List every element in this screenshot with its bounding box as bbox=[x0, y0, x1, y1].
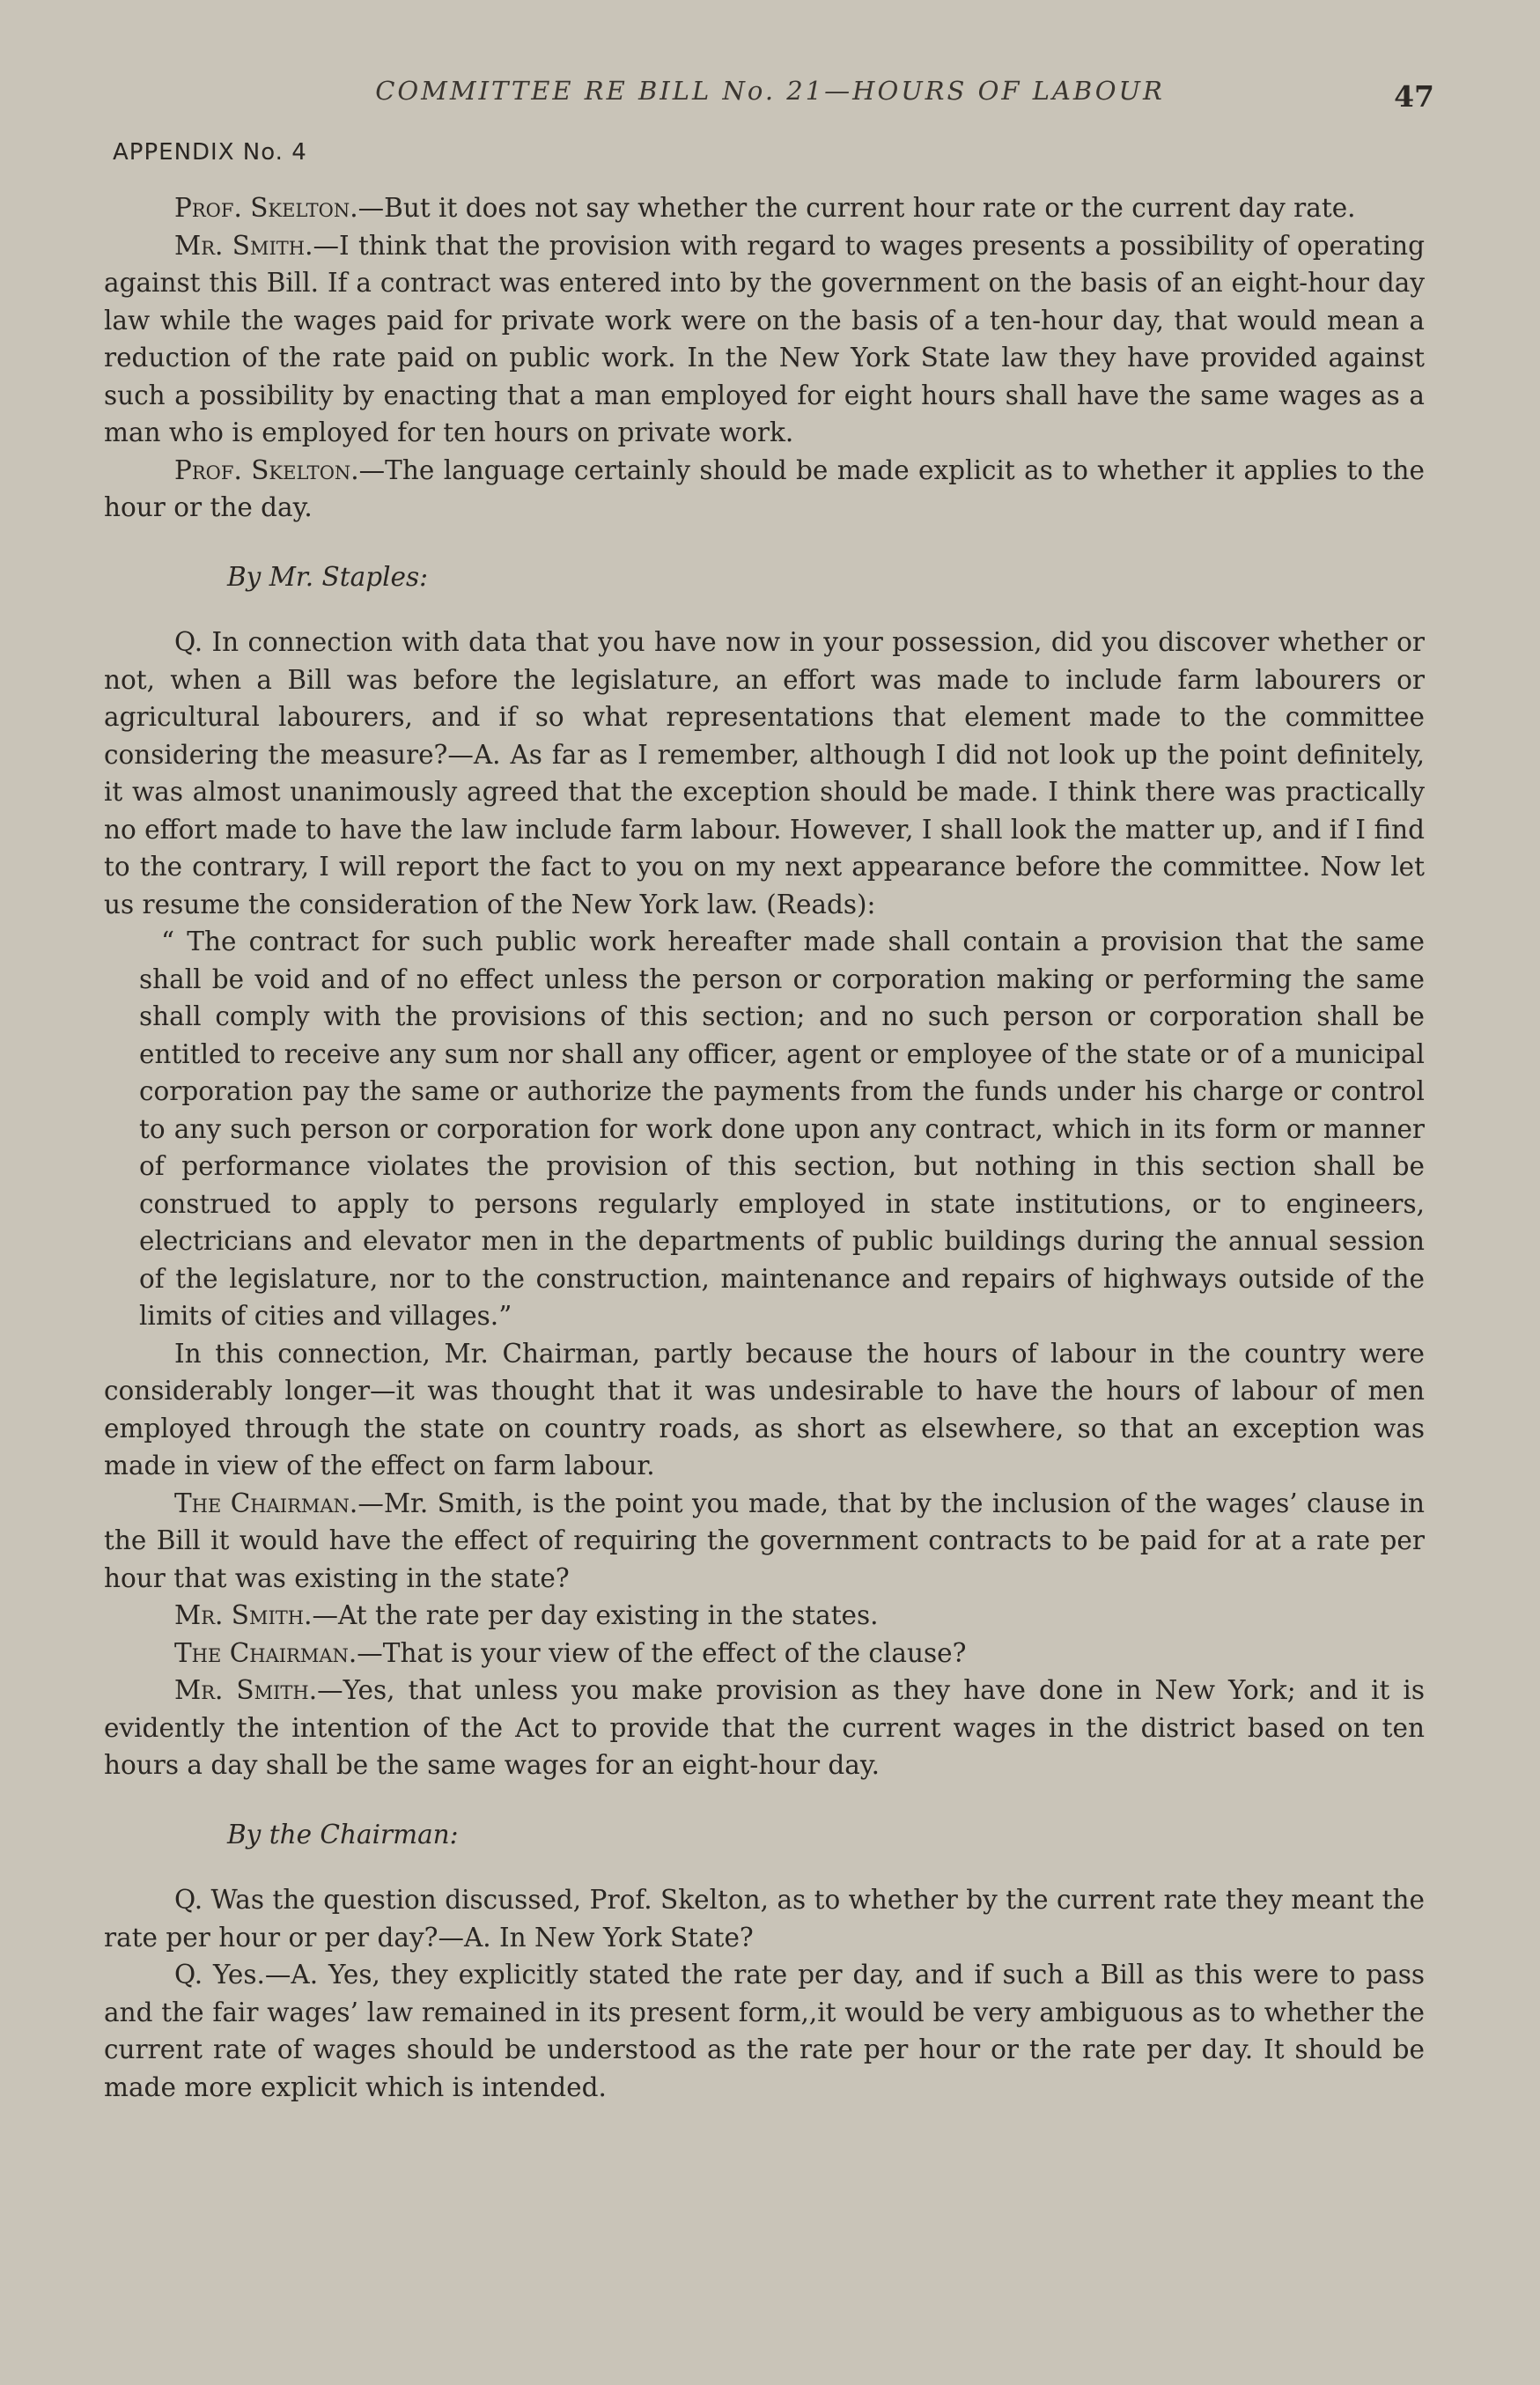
speaker: The Chairman. bbox=[174, 1488, 358, 1518]
paragraph bbox=[104, 227, 1425, 452]
section-heading: By the Chairman: bbox=[227, 1819, 459, 1850]
quote-continuation: In this connection, Mr. Chairman, partly because the hours of labour in the country were considerably longer—it was thought that it was undesirable to have the hours of labour of men employed through the state on country roads, as short as elsewhere, so that an exception was made in view of the effect on farm labour. bbox=[104, 1338, 1425, 1480]
paragraph-text: —The language certainly should be made explicit as to whether it applies to the hour or the day. bbox=[104, 454, 1426, 522]
section-heading: By Mr. Staples: bbox=[227, 561, 429, 592]
running-title: COMMITTEE RE BILL No. 21—HOURS OF LABOUR bbox=[375, 76, 1165, 106]
speaker: Prof. Skelton. bbox=[174, 193, 358, 223]
question-paragraph: Q. Yes.—A. Yes, they explicitly stated the rate per day, and if such a Bill as this were to pass and the fair wages’ law remained in its present form,,it would be very ambiguous as to whether the current rate of wages should be understood as the rate per hour or the rate per day. It should be made more explicit which is intended. bbox=[104, 1960, 1425, 2102]
paragraph-text: —Yes, that unless you make provision as they have done in New York; and it is evidently the intention of the Act to provide that the current wages in the district based on ten hours a day shall be the same wages for an eight-hour day. bbox=[104, 1675, 1425, 1780]
paragraph bbox=[104, 1635, 1425, 1672]
paragraph bbox=[104, 1597, 1425, 1635]
paragraph bbox=[104, 1672, 1425, 1784]
speaker: Mr. Smith. bbox=[174, 230, 313, 261]
speaker: Prof. Skelton. bbox=[174, 454, 359, 485]
question-paragraph: Q. Was the question discussed, Prof. Skelton, as to whether by the current rate they meant the rate per hour or per day?—A. In New York State? bbox=[104, 1885, 1425, 1953]
paragraph bbox=[104, 1485, 1425, 1598]
paragraph-text: —At the rate per day existing in the states. bbox=[312, 1600, 879, 1630]
paragraph-text: —I think that the provision with regard to wages presents a possibility of operating against this Bill. If a contract was entered into by the government on the basis of an eight-hour day law while the wages paid for private work were on the basis of a ten-hour day, that would mean a reduction of the rate paid on public work. In the New York State law they have provided against such a possibility by enacting that a man employed for eight hours shall have the same wages as a man who is employed for ten hours on private work. bbox=[104, 230, 1425, 447]
paragraph-text: —That is your view of the effect of the clause? bbox=[357, 1637, 967, 1668]
body-text bbox=[104, 189, 1425, 2106]
speaker: The Chairman. bbox=[174, 1637, 357, 1668]
speaker: Mr. Smith. bbox=[174, 1675, 318, 1705]
page-number: 47 bbox=[1394, 79, 1434, 114]
question-paragraph: Q. In connection with data that you have now in your possession, did you discover whether or not, when a Bill was before the legislature, an effort was made to include farm labourers or agricultural labourers, and if so what representations that element made to the committee considering the measure?—A. As far as I remember, although I did not look up the point definitely, it was almost unanimously agreed that the exception should be made. I think there was practically no effort made to have the law include farm labour. However, I shall look the matter up, and if I find to the contrary, I will report the fact to you on my next appearance before the committee. Now let us resume the consideration of the New York law. (Reads): bbox=[104, 627, 1425, 919]
appendix-label: APPENDIX No. 4 bbox=[113, 139, 307, 166]
paragraph bbox=[104, 452, 1425, 527]
paragraph bbox=[104, 189, 1425, 227]
paragraph-text: —But it does not say whether the current hour rate or the current day rate. bbox=[357, 193, 1356, 223]
speaker: Mr. Smith. bbox=[174, 1600, 313, 1630]
paragraph-text: —Mr. Smith, is the point you made, that by the inclusion of the wages’ clause in the Bill it would have the effect of requiring the government contracts to be paid for at a rate per hour that was existing in the state? bbox=[104, 1488, 1425, 1593]
quotation: “ The contract for such public work hereafter made shall contain a provision that the same shall be void and of no effect unless the person or corporation making or performing the same shall comply with the provisions of this section; and no such person or corporation shall be entitled to receive any sum nor shall any officer, agent or employee of the state or of a municipal corporation pay the same or authorize the payments from the funds under his charge or control to any such person or corporation for work done upon any contract, which in its form or manner of performance violates the provision of this section, but nothing in this section shall be construed to apply to persons regularly employed in state institutions, or to engineers, electricians and elevator men in the departments of public buildings during the annual session of the legislature, nor to the construction, maintenance and repairs of highways outside of the limits of cities and villages.” bbox=[139, 927, 1425, 1331]
